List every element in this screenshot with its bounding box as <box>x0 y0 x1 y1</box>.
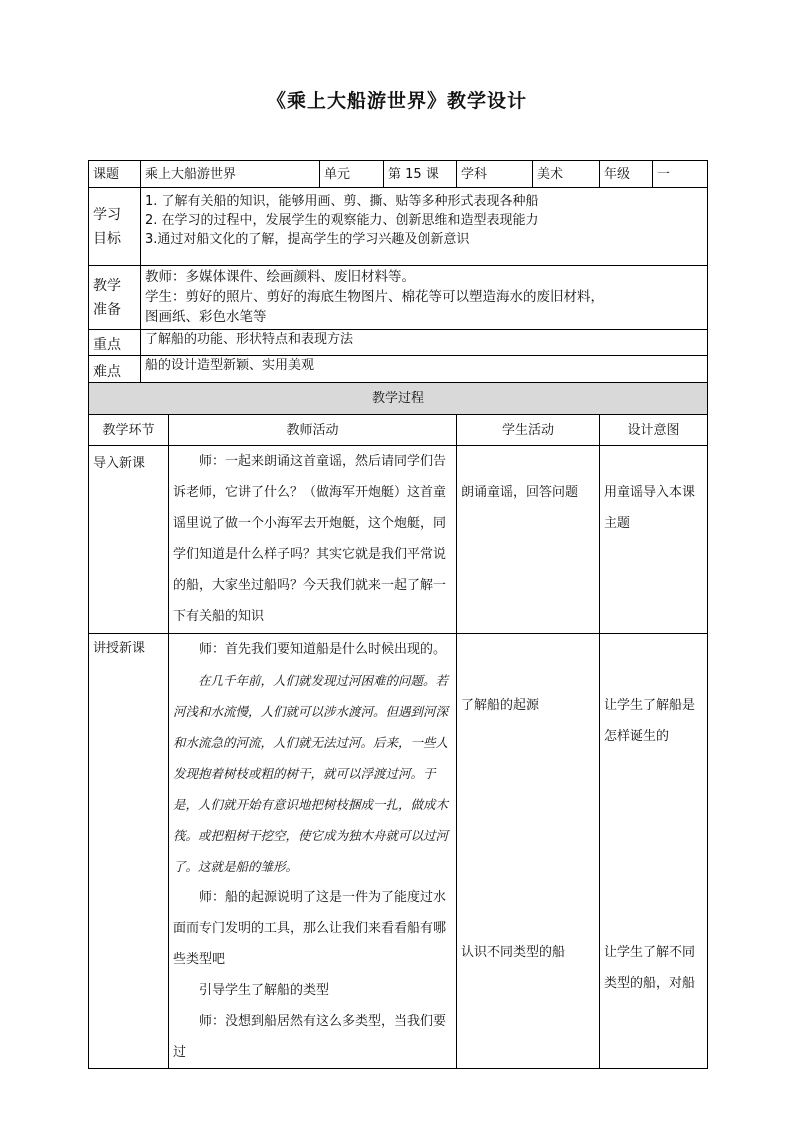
goals-row <box>89 188 708 266</box>
prep-line-2: 学生：剪好的照片、剪好的海底生物图片、棉花等可以塑造海水的废旧材料， <box>145 289 604 305</box>
subject-label: 学科 <box>457 161 533 188</box>
teacher-new <box>169 634 457 1069</box>
column-teacher: 教师活动 <box>169 415 457 446</box>
prep-content <box>141 266 708 330</box>
topic-value: 乘上大船游世界 <box>141 161 320 188</box>
document-title: 《乘上大船游世界》教学设计 <box>266 90 527 112</box>
difficulty-row <box>89 356 708 383</box>
lesson-plan-table <box>88 160 708 1069</box>
column-stage: 教学环节 <box>89 415 169 446</box>
column-student: 学生活动 <box>457 415 600 446</box>
stage-new: 讲授新课 <box>89 634 169 1069</box>
process-header: 教学过程 <box>89 383 708 415</box>
difficulty-value: 船的设计造型新颖、实用美观 <box>141 356 708 383</box>
info-row <box>89 161 708 188</box>
intent-new-2: 让学生了解不同类型的船，对船 <box>604 945 696 991</box>
column-intent: 设计意图 <box>600 415 708 446</box>
grade-label: 年级 <box>600 161 653 188</box>
intent-new <box>600 634 708 1069</box>
teacher-new-last: 师：没想到船居然有这么多类型，当我们要过 <box>173 1014 447 1060</box>
teacher-intro: 师：一起来朗诵这首童谣，然后请同学们告诉老师，它讲了什么？（做海军开炮艇）这首童谣里说了做一个小海军去开炮艇，这个炮艇，同学们知道是什么样子吗？其实它就是我们平常说的船，大家坐过船吗？今天我们就来一起了解一下有关船的知识 <box>169 446 457 634</box>
intent-new-1: 让学生了解船是怎样诞生的 <box>604 698 696 744</box>
teacher-new-intro: 师：首先我们要知道船是什么时候出现的。 <box>199 642 447 657</box>
key-point-label: 重点 <box>89 330 141 356</box>
process-row-intro <box>89 446 708 634</box>
goal-item-2: 2. 在学习的过程中，发展学生的观察能力、创新思维和造型表现能力 <box>145 213 539 228</box>
intent-intro: 用童谣导入本课主题 <box>600 446 708 634</box>
goals-label: 学习 目标 <box>89 188 141 266</box>
student-intro: 朗诵童谣，回答问题 <box>457 446 600 634</box>
topic-label: 课题 <box>89 161 141 188</box>
unit-value: 第 15 课 <box>384 161 457 188</box>
prep-line-1: 教师：多媒体课件、绘画颜料、废旧材料等。 <box>145 269 415 285</box>
goal-item-3: 3.通过对船文化的了解，提高学生的学习兴趣及创新意识 <box>145 232 470 247</box>
key-point-value: 了解船的功能、形状特点和表现方法 <box>141 330 708 356</box>
teacher-new-guide: 引导学生了解船的类型 <box>199 983 330 998</box>
process-row-new <box>89 634 708 1069</box>
prep-label: 教学 准备 <box>89 266 141 330</box>
subject-value: 美术 <box>533 161 600 188</box>
process-header-row <box>89 383 708 415</box>
grade-value: 一 <box>653 161 708 188</box>
difficulty-label: 难点 <box>89 356 141 383</box>
key-point-row <box>89 330 708 356</box>
goal-item-1: 1. 了解有关船的知识，能够用画、剪、撕、贴等多种形式表现各种船 <box>145 194 539 209</box>
prep-line-3: 图画纸、彩色水笔等 <box>145 309 267 325</box>
teacher-new-story: 在几千年前，人们就发现过河困难的问题。若河浅和水流慢，人们就可以涉水渡河。但遇到河深和水流急的河流，人们就无法过河。后来，一些人发现抱着树枝或粗的树干，就可以浮渡过河。于是，人们就开始有意识地把树枝捆成一扎，做成木筏。或把粗树干挖空，使它成为独木舟就可以过河了。这就是船的雏形。 <box>173 673 449 874</box>
unit-label: 单元 <box>320 161 384 188</box>
prep-row <box>89 266 708 330</box>
student-new-2: 认识不同类型的船 <box>461 945 566 960</box>
stage-intro: 导入新课 <box>89 446 169 634</box>
student-new-1: 了解船的起源 <box>461 698 540 713</box>
teacher-new-after: 师：船的起源说明了这是一件为了能度过水面而专门发明的工具，那么让我们来看看船有哪些类型吧 <box>173 890 447 967</box>
student-new <box>457 634 600 1069</box>
process-columns-row <box>89 415 708 446</box>
goals-content <box>141 188 708 266</box>
